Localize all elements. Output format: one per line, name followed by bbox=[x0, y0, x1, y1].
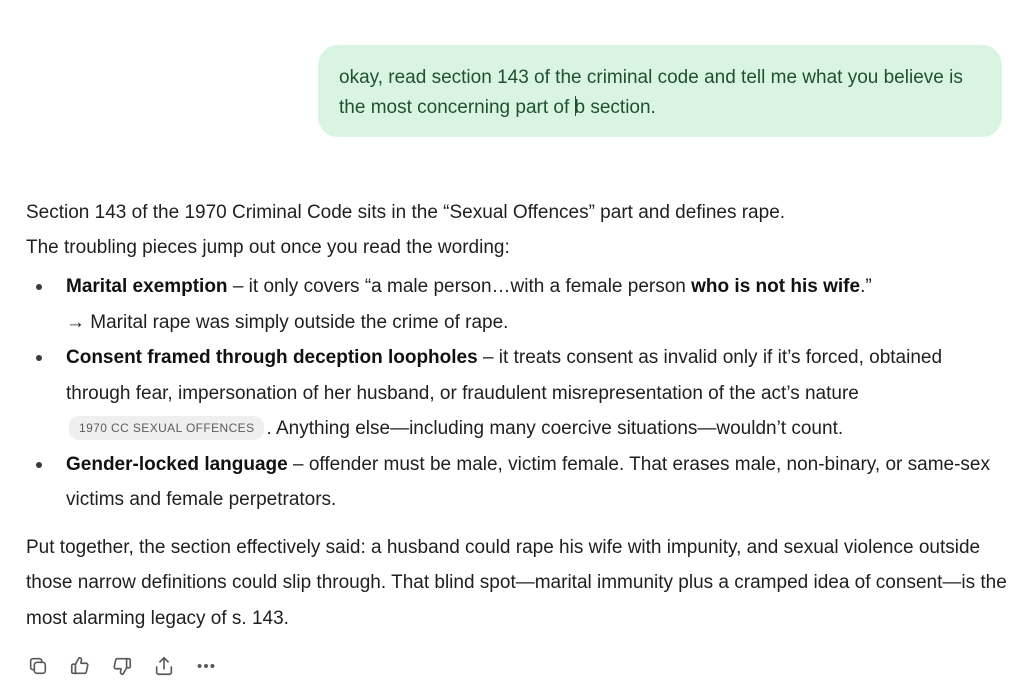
list-item-marital-exemption bbox=[26, 269, 1011, 340]
list-item-text: – offender must be male, victim female. That erases male, non-binary, or same-sex victims and female perpetrators. bbox=[66, 453, 990, 510]
list-item-consequence: → Marital rape was simply outside the crime of rape. bbox=[66, 311, 509, 333]
intro-line-1: Section 143 of the 1970 Criminal Code sits in the “Sexual Offences” part and defines rape. bbox=[26, 202, 786, 223]
user-message-text-end: b section. bbox=[574, 97, 656, 118]
message-actions-bar bbox=[24, 652, 220, 680]
list-item-title: Marital exemption bbox=[66, 276, 228, 297]
thumbs-down-icon bbox=[111, 655, 133, 677]
assistant-response bbox=[26, 196, 1011, 636]
list-item-text: – it only covers “a male person…with a female person bbox=[227, 276, 692, 297]
intro-line-2: The troubling pieces jump out once you read the wording: bbox=[26, 236, 510, 258]
list-item-text: .” bbox=[860, 276, 872, 297]
list-item-emphasis: who is not his wife bbox=[691, 276, 861, 297]
list-item-gender-locked bbox=[26, 447, 1011, 518]
user-message-bubble bbox=[318, 45, 1002, 137]
user-message-text-start: okay, read section 143 of the criminal code and tell me what you believe is the most concerning part of bbox=[339, 67, 963, 118]
list-item-title: Gender-locked language bbox=[66, 453, 288, 475]
list-item-title: Consent framed through deception loopholes bbox=[66, 347, 478, 368]
share-icon bbox=[153, 655, 175, 677]
list-item-consent-loopholes bbox=[26, 340, 1011, 447]
response-conclusion: Put together, the section effectively said: a husband could rape his wife with impunity, and sexual violence outside those narrow definitions could slip through. That blind spot—marital immunity plus a cramped idea of consent—is the most alarming legacy of s. 143. bbox=[26, 536, 1007, 629]
list-item-text: – it treats consent as invalid only if it’s forced, obtained through fear, impersonation of her husband, or fraudulent misrepresentation of the act’s nature bbox=[66, 347, 943, 404]
more-options-button[interactable] bbox=[192, 652, 220, 680]
thumbs-down-button[interactable] bbox=[108, 652, 136, 680]
copy-icon bbox=[27, 655, 49, 677]
citation-tag[interactable]: 1970 CC SEXUAL OFFENCES bbox=[69, 416, 264, 440]
share-button[interactable] bbox=[150, 652, 178, 680]
response-intro bbox=[26, 196, 1011, 265]
copy-button[interactable] bbox=[24, 652, 52, 680]
concerns-list bbox=[26, 269, 1011, 518]
thumbs-up-button[interactable] bbox=[66, 652, 94, 680]
thumbs-up-icon bbox=[69, 655, 91, 677]
more-icon bbox=[195, 655, 217, 677]
list-item-text: . Anything else—including many coercive situations—wouldn’t count. bbox=[266, 418, 844, 439]
